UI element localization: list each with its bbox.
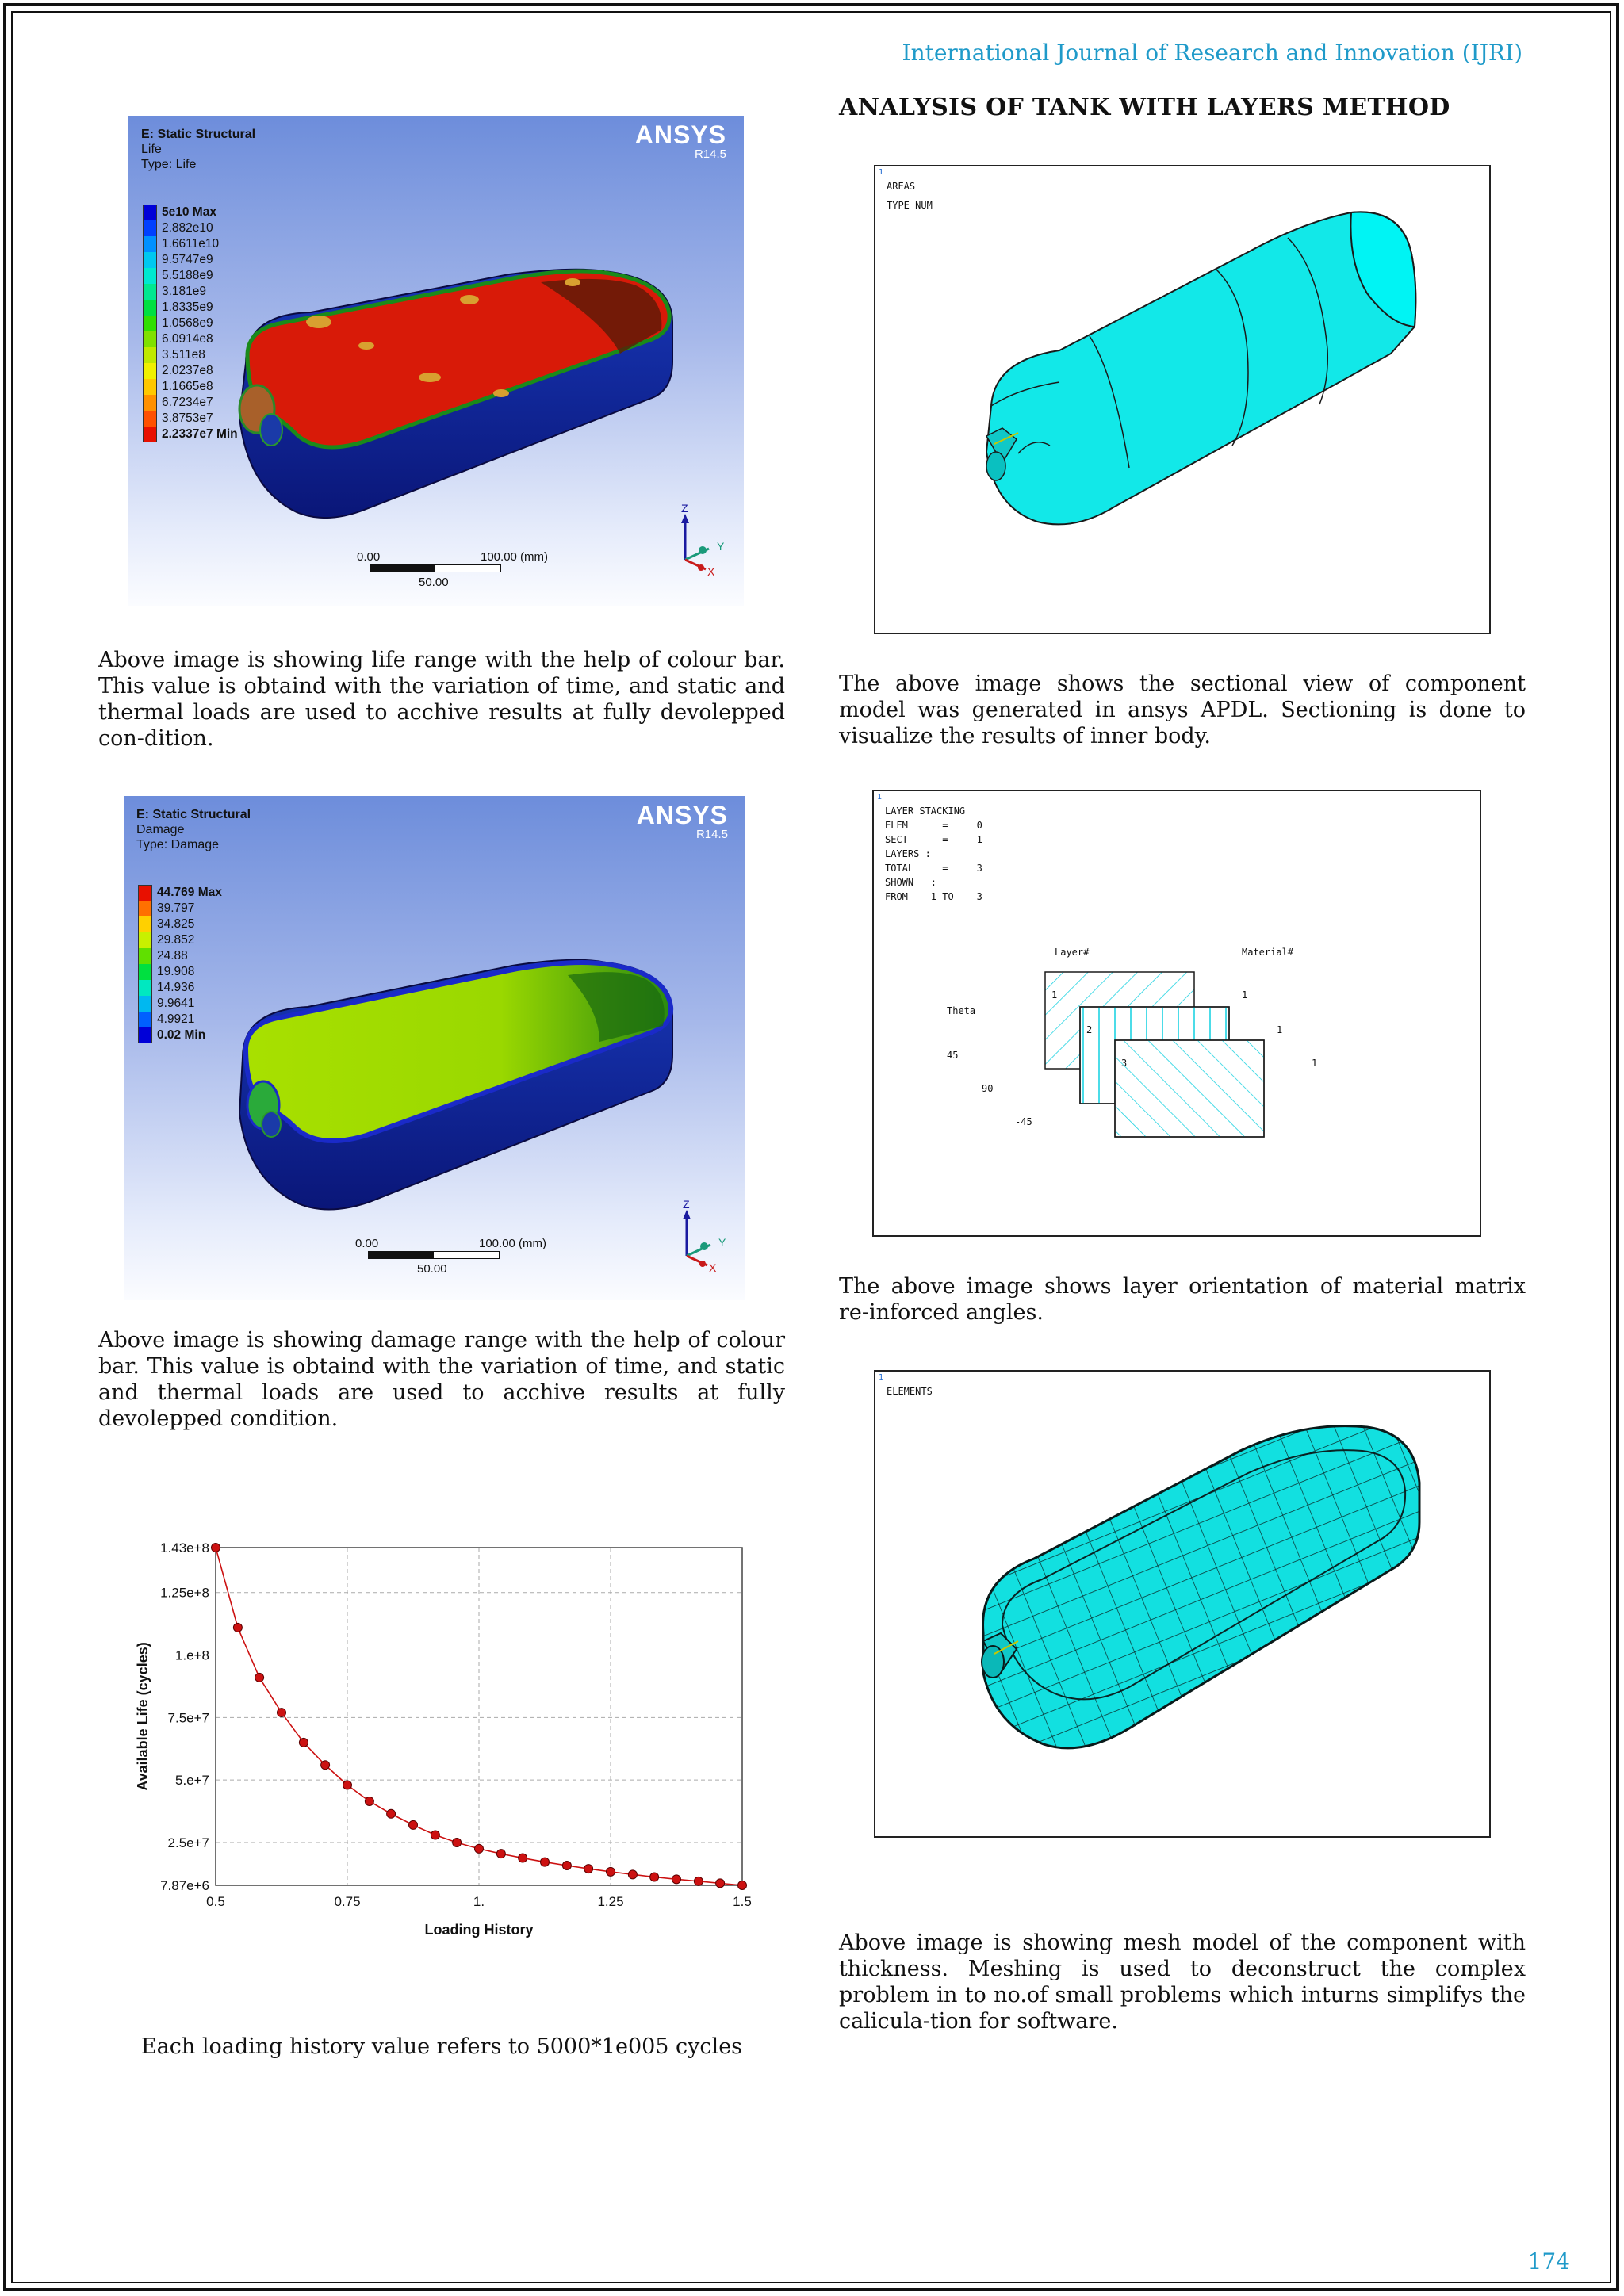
damage-legend-label: 14.936 bbox=[157, 981, 195, 994]
apdl-areas-figure bbox=[874, 165, 1491, 634]
life-data-point bbox=[562, 1862, 571, 1870]
theta-value-3: -45 bbox=[1015, 1116, 1032, 1127]
damage-legend-label: 44.769 Max bbox=[157, 886, 222, 899]
life-legend-label: 6.0914e8 bbox=[162, 332, 213, 346]
mesh-tank-model bbox=[875, 1372, 1489, 1836]
scale-right-label: 100.00 (mm) bbox=[479, 1237, 547, 1250]
life-legend-label: 3.8753e7 bbox=[162, 411, 213, 425]
life-data-point bbox=[475, 1844, 484, 1853]
scale-bar bbox=[368, 1251, 500, 1259]
life-data-point bbox=[694, 1877, 703, 1885]
life-data-point bbox=[453, 1838, 462, 1846]
layer-info-line: LAYERS : bbox=[885, 848, 931, 859]
theta-value-2: 90 bbox=[982, 1083, 994, 1094]
figure-title: E: Static Structural bbox=[141, 128, 256, 141]
layer-info-line: SECT = 1 bbox=[885, 834, 982, 845]
x-tick-label: 1.5 bbox=[733, 1894, 752, 1909]
layer-info-line: ELEM = 0 bbox=[885, 820, 982, 831]
life-data-point bbox=[628, 1870, 637, 1879]
life-data-point bbox=[584, 1865, 593, 1873]
life-data-point bbox=[672, 1875, 681, 1884]
svg-text:X: X bbox=[709, 1261, 717, 1274]
life-legend-label: 5e10 Max bbox=[162, 205, 216, 219]
scale-right-label: 100.00 (mm) bbox=[481, 550, 549, 564]
scale-left-label: 0.00 bbox=[357, 550, 381, 564]
ansys-damage-figure bbox=[124, 796, 745, 1300]
life-data-point bbox=[387, 1809, 396, 1818]
life-legend-label: 9.5747e9 bbox=[162, 253, 213, 266]
y-tick-label: 7.87e+6 bbox=[160, 1878, 209, 1893]
ansys-logo: ANSYS bbox=[634, 121, 726, 149]
mesh-figure-caption: Above image is showing mesh model of the component with thickness. Meshing is used to deconstruct the complex problem in to no.of small problems which inturns simplifys the calicula-tion for software. bbox=[839, 1931, 1526, 2034]
svg-text:X: X bbox=[707, 565, 715, 578]
figure-subtitle: Life bbox=[141, 143, 162, 156]
damage-tank-model bbox=[124, 796, 745, 1300]
life-data-point bbox=[409, 1820, 418, 1829]
layer-3-rect bbox=[1115, 1040, 1264, 1137]
life-data-point bbox=[233, 1623, 242, 1632]
life-legend-label: 2.0237e8 bbox=[162, 364, 213, 377]
figure-type: Type: Life bbox=[141, 158, 197, 171]
y-tick-label: 5.e+7 bbox=[174, 1773, 209, 1789]
material-header: Material# bbox=[1242, 947, 1294, 958]
apdl-label-elements: ELEMENTS bbox=[887, 1386, 933, 1397]
window-index: 1 bbox=[879, 168, 884, 177]
life-legend-label: 1.0568e9 bbox=[162, 316, 213, 330]
scale-mid-label: 50.00 bbox=[419, 576, 449, 589]
y-tick-label: 1.e+8 bbox=[174, 1647, 209, 1663]
window-index: 1 bbox=[877, 793, 883, 802]
material-number-3: 1 bbox=[1312, 1058, 1318, 1069]
areas-figure-caption: The above image shows the sectional view of component model was generated in ansys APDL. Sectioning is done to visualize the results of inner body. bbox=[839, 672, 1526, 748]
life-legend-label: 1.1665e8 bbox=[162, 380, 213, 393]
svg-text:Y: Y bbox=[717, 540, 725, 553]
life-legend-label: 2.2337e7 Min bbox=[162, 427, 238, 441]
life-legend-label: 2.882e10 bbox=[162, 221, 213, 235]
damage-legend-label: 0.02 Min bbox=[157, 1028, 206, 1042]
layer-number-1: 1 bbox=[1051, 989, 1058, 1001]
x-tick-label: 1.25 bbox=[597, 1894, 624, 1909]
window-index: 1 bbox=[879, 1373, 884, 1382]
life-legend-label: 3.511e8 bbox=[162, 348, 205, 362]
life-legend-label: 3.181e9 bbox=[162, 285, 207, 298]
life-legend-label: 1.6611e10 bbox=[162, 237, 220, 251]
apdl-label-type: TYPE NUM bbox=[887, 200, 933, 211]
life-data-point bbox=[607, 1867, 615, 1876]
apdl-label-areas: AREAS bbox=[887, 181, 916, 192]
life-data-point bbox=[519, 1854, 527, 1862]
damage-figure-caption: Above image is showing damage range with the help of colour bar. This value is obtaind with the variation of time, and static and thermal loads are used to acchive results at fully devolepped condition. bbox=[98, 1328, 785, 1431]
y-tick-label: 7.5e+7 bbox=[167, 1710, 209, 1726]
layer-info-line: SHOWN : bbox=[885, 877, 937, 888]
damage-legend-label: 4.9921 bbox=[157, 1012, 195, 1026]
theta-value-1: 45 bbox=[947, 1050, 959, 1061]
y-tick-label: 1.43e+8 bbox=[160, 1540, 209, 1556]
life-data-point bbox=[212, 1544, 220, 1552]
layer-number-2: 2 bbox=[1086, 1024, 1093, 1035]
chart-caption: Each loading history value refers to 5000*1e005 cycles bbox=[140, 2034, 743, 2059]
material-number-2: 1 bbox=[1277, 1024, 1283, 1035]
layer-number-3: 3 bbox=[1121, 1058, 1128, 1069]
damage-legend-label: 29.852 bbox=[157, 933, 195, 947]
x-tick-label: 0.75 bbox=[334, 1894, 361, 1909]
ansys-version: R14.5 bbox=[695, 828, 728, 841]
layer-stack-diagram bbox=[874, 791, 1480, 1235]
damage-legend-label: 39.797 bbox=[157, 901, 195, 915]
svg-text:Y: Y bbox=[718, 1236, 726, 1249]
life-data-point bbox=[255, 1673, 264, 1682]
life-data-point bbox=[541, 1858, 550, 1866]
apdl-layers-figure bbox=[872, 790, 1481, 1237]
x-axis-label: Loading History bbox=[424, 1922, 534, 1938]
x-tick-label: 0.5 bbox=[206, 1894, 225, 1909]
damage-legend-label: 24.88 bbox=[157, 949, 188, 962]
ansys-version: R14.5 bbox=[694, 147, 726, 161]
journal-header: International Journal of Research and Innovation (IJRI) bbox=[902, 40, 1522, 66]
figure-title: E: Static Structural bbox=[136, 808, 251, 821]
damage-legend-label: 9.9641 bbox=[157, 997, 195, 1010]
damage-legend-label: 34.825 bbox=[157, 917, 195, 931]
life-data-point bbox=[278, 1709, 286, 1717]
life-data-point bbox=[716, 1879, 725, 1888]
ansys-logo: ANSYS bbox=[636, 801, 728, 829]
section-title: ANALYSIS OF TANK WITH LAYERS METHOD bbox=[839, 94, 1450, 121]
layers-figure-caption: The above image shows layer orientation of material matrix re-inforced angles. bbox=[839, 1274, 1526, 1325]
life-tank-model bbox=[128, 116, 744, 606]
layer-header: Layer# bbox=[1055, 947, 1090, 958]
layer-info-line: LAYER STACKING bbox=[885, 806, 966, 817]
y-tick-label: 1.25e+8 bbox=[160, 1585, 209, 1601]
layer-info-line: TOTAL = 3 bbox=[885, 863, 982, 874]
svg-text:Z: Z bbox=[683, 1198, 690, 1211]
theta-header: Theta bbox=[947, 1005, 976, 1016]
life-data-point bbox=[343, 1781, 352, 1789]
material-number-1: 1 bbox=[1242, 989, 1248, 1001]
layer-info-line: FROM 1 TO 3 bbox=[885, 891, 982, 902]
scale-mid-label: 50.00 bbox=[417, 1262, 447, 1276]
life-legend-label: 6.7234e7 bbox=[162, 396, 213, 409]
life-data-point bbox=[496, 1850, 505, 1858]
life-data-point bbox=[321, 1761, 330, 1770]
figure-subtitle: Damage bbox=[136, 823, 185, 836]
life-data-point bbox=[299, 1738, 308, 1747]
y-axis-label: Available Life (cycles) bbox=[135, 1642, 151, 1791]
ansys-life-figure bbox=[128, 116, 744, 606]
life-legend-label: 1.8335e9 bbox=[162, 300, 213, 314]
life-data-point bbox=[738, 1881, 747, 1890]
life-data-point bbox=[365, 1797, 373, 1805]
figure-type: Type: Damage bbox=[136, 838, 220, 851]
apdl-elements-figure bbox=[874, 1370, 1491, 1838]
x-tick-label: 1. bbox=[473, 1894, 485, 1909]
damage-legend-label: 19.908 bbox=[157, 965, 195, 978]
svg-text:Z: Z bbox=[681, 502, 688, 515]
life-legend-label: 5.5188e9 bbox=[162, 269, 213, 282]
page-number: 174 bbox=[1527, 2248, 1570, 2275]
life-data-point bbox=[431, 1831, 439, 1839]
areas-tank-model bbox=[875, 166, 1489, 633]
life-figure-caption: Above image is showing life range with the help of colour bar. This value is obtaind with the variation of time, and static and thermal loads are used to acchive results at fully devolepped con-dition. bbox=[98, 648, 785, 751]
scale-left-label: 0.00 bbox=[355, 1237, 379, 1250]
y-tick-label: 2.5e+7 bbox=[167, 1835, 209, 1850]
life-data-point bbox=[650, 1873, 659, 1881]
scale-bar bbox=[370, 564, 501, 572]
available-life-chart bbox=[127, 1530, 753, 1958]
